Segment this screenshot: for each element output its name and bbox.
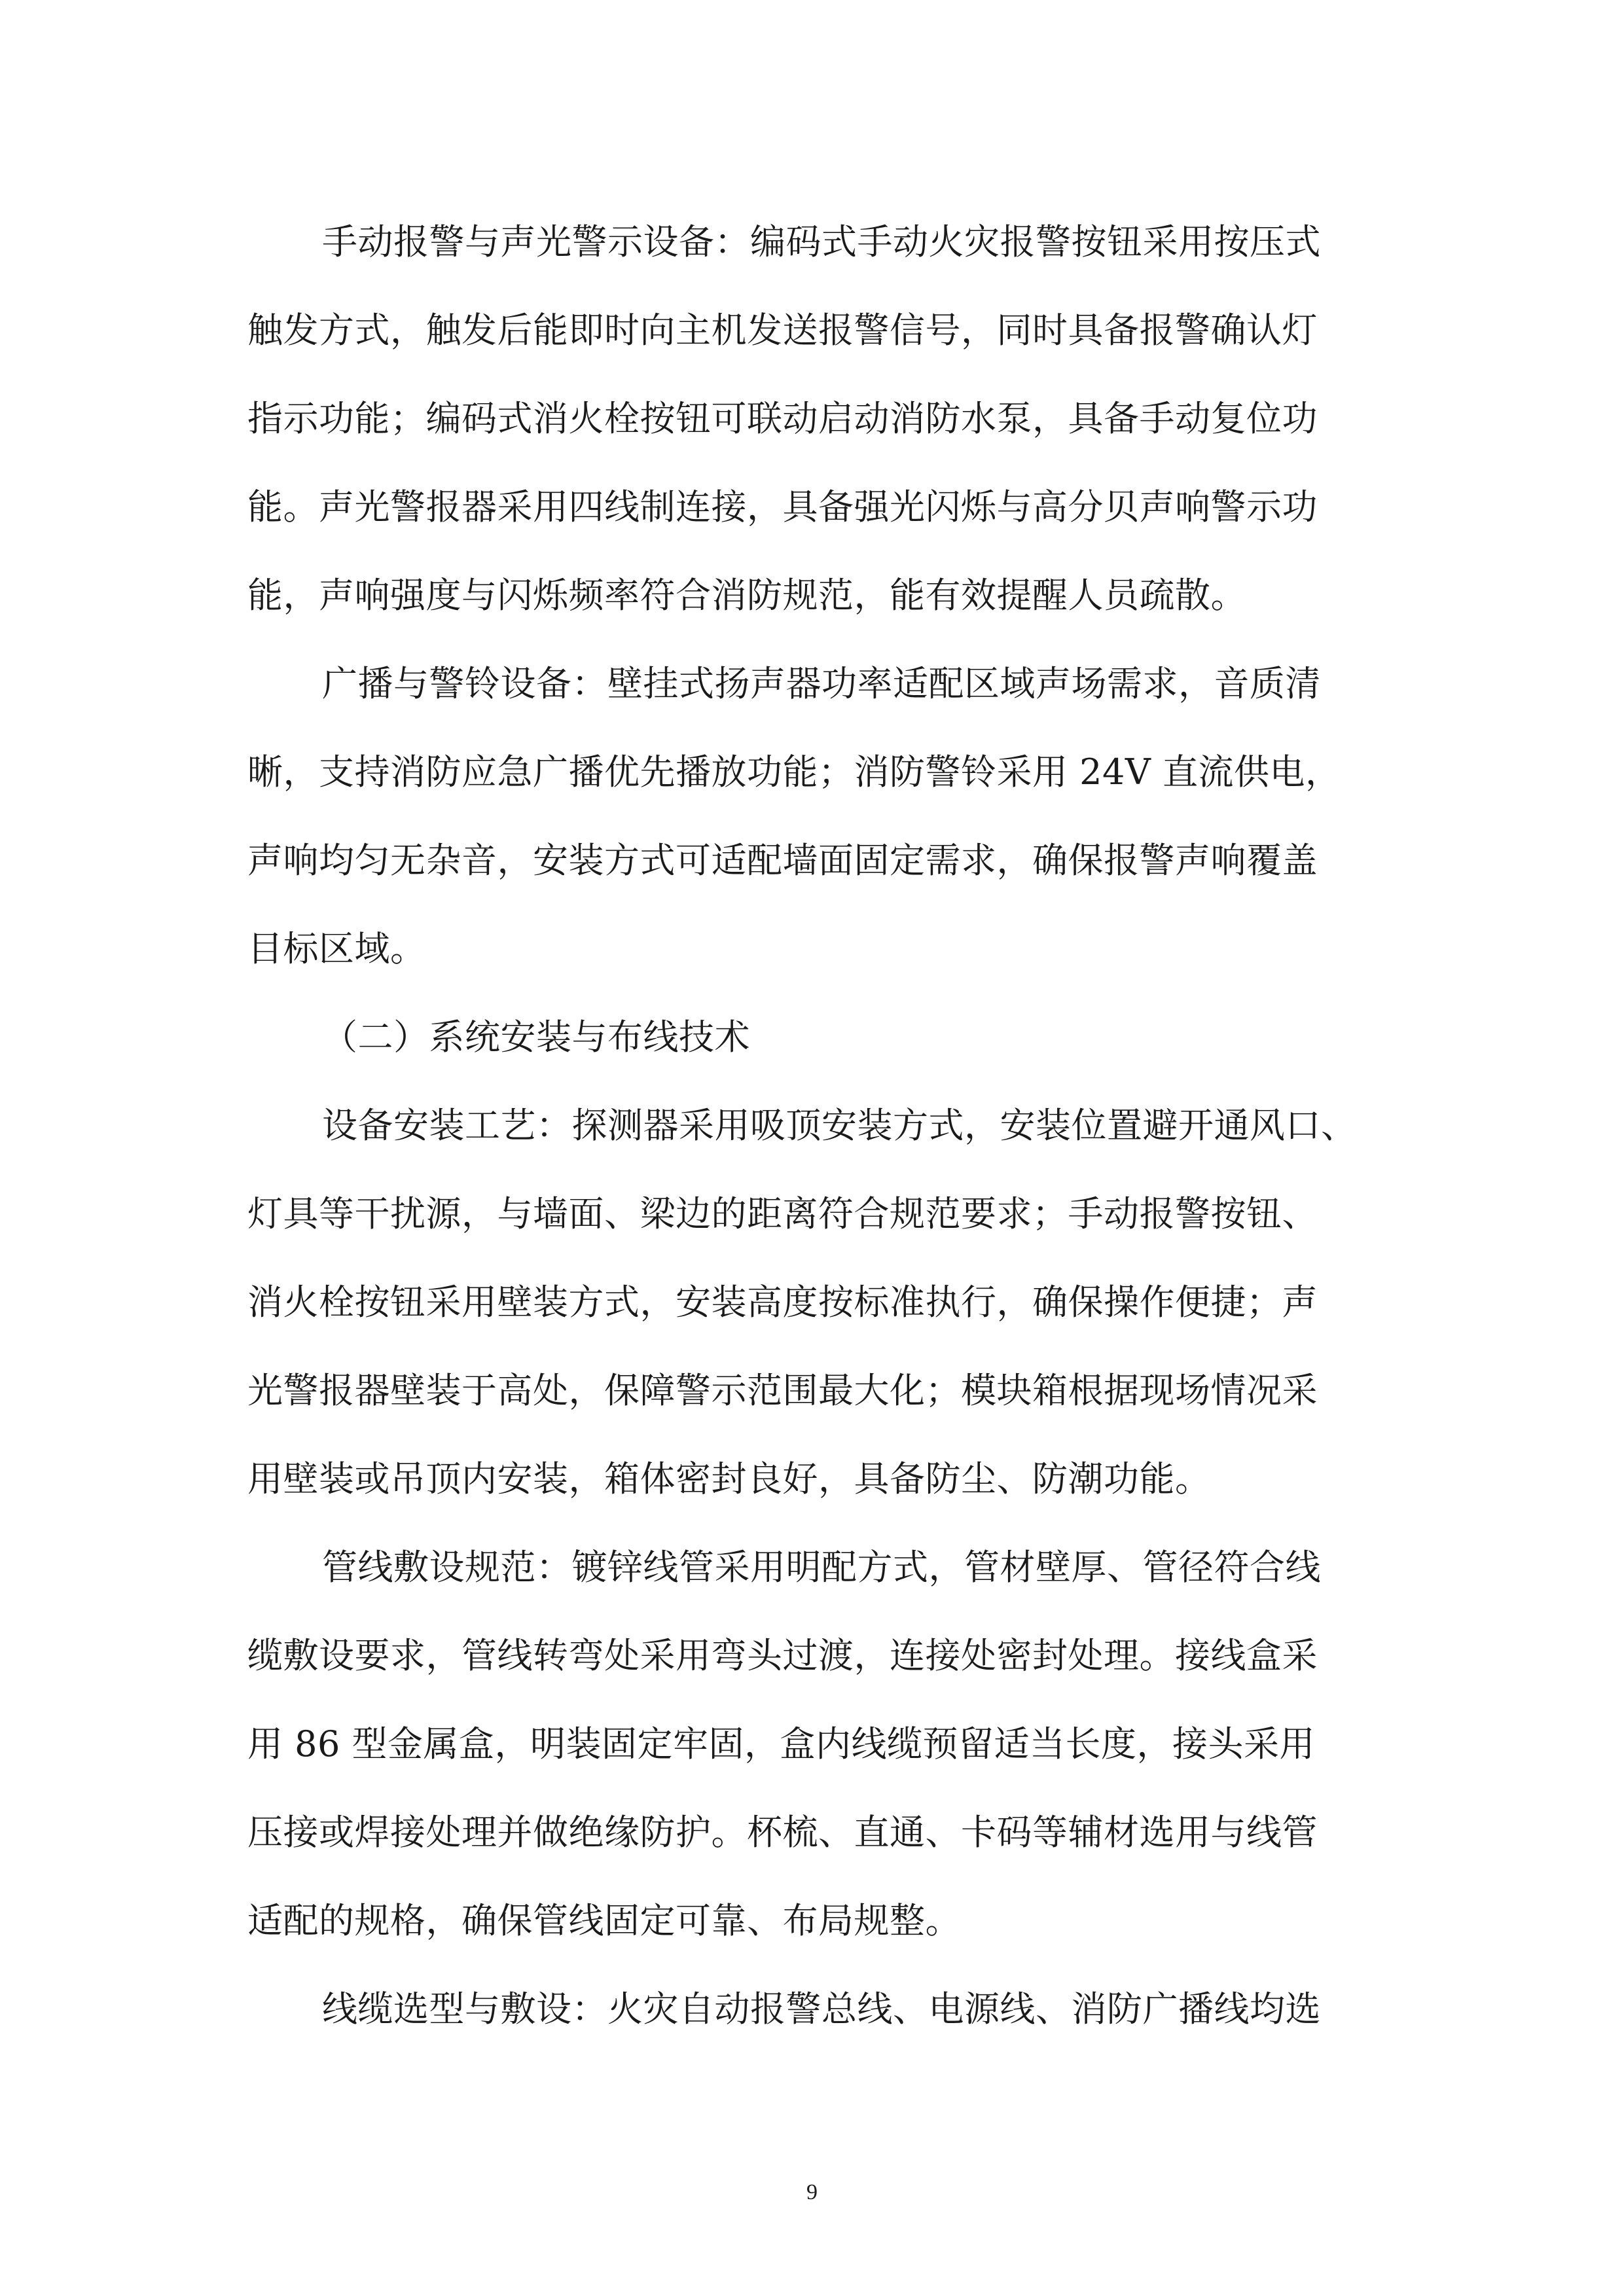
text-line: 用壁装或吊顶内安装，箱体密封良好，具备防尘、防潮功能。	[247, 1458, 1211, 1499]
page-number: 9	[806, 2180, 818, 2204]
text-line: 消火栓按钮采用壁装方式，安装高度按标准执行，确保操作便捷；声	[247, 1282, 1318, 1323]
text-line: 广播与警铃设备：壁挂式扬声器功率适配区域声场需求，音质清	[322, 663, 1321, 704]
text-line: 晰，支持消防应急广播优先播放功能；消防警铃采用 24V 直流供电，	[247, 751, 1341, 793]
text-line: 设备安装工艺：探测器采用吸顶安装方式，安装位置避开通风口、	[322, 1105, 1357, 1146]
text-line: 适配的规格，确保管线固定可靠、布局规整。	[247, 1900, 961, 1941]
text-line: 用 86 型金属盒，明装固定牢固，盒内线缆预留适当长度，接头采用	[247, 1723, 1316, 1765]
text-line: 管线敷设规范：镀锌线管采用明配方式，管材壁厚、管径符合线	[322, 1547, 1321, 1588]
text-line: 灯具等干扰源，与墙面、梁边的距离符合规范要求；手动报警按钮、	[247, 1193, 1318, 1234]
text-line: 声响均匀无杂音，安装方式可适配墙面固定需求，确保报警声响覆盖	[247, 840, 1318, 881]
text-line: 压接或焊接处理并做绝缘防护。杯梳、直通、卡码等辅材选用与线管	[247, 1812, 1318, 1853]
text-line: 触发方式，触发后能即时向主机发送报警信号，同时具备报警确认灯	[247, 310, 1318, 351]
text-line: 手动报警与声光警示设备：编码式手动火灾报警按钮采用按压式	[322, 221, 1321, 262]
text-line: 线缆选型与敷设：火灾自动报警总线、电源线、消防广播线均选	[322, 1988, 1321, 2030]
text-line: 目标区域。	[247, 928, 426, 969]
text-line: 光警报器壁装于高处，保障警示范围最大化；模块箱根据现场情况采	[247, 1370, 1318, 1411]
text-line: 能。声光警报器采用四线制连接，具备强光闪烁与高分贝声响警示功	[247, 486, 1318, 528]
text-line: 缆敷设要求，管线转弯处采用弯头过渡，连接处密封处理。接线盒采	[247, 1635, 1318, 1676]
text-line: 指示功能；编码式消火栓按钮可联动启动消防水泵，具备手动复位功	[247, 398, 1318, 439]
text-line: 能，声响强度与闪烁频率符合消防规范，能有效提醒人员疏散。	[247, 575, 1246, 616]
section-heading: （二）系统安装与布线技术	[322, 1016, 750, 1058]
